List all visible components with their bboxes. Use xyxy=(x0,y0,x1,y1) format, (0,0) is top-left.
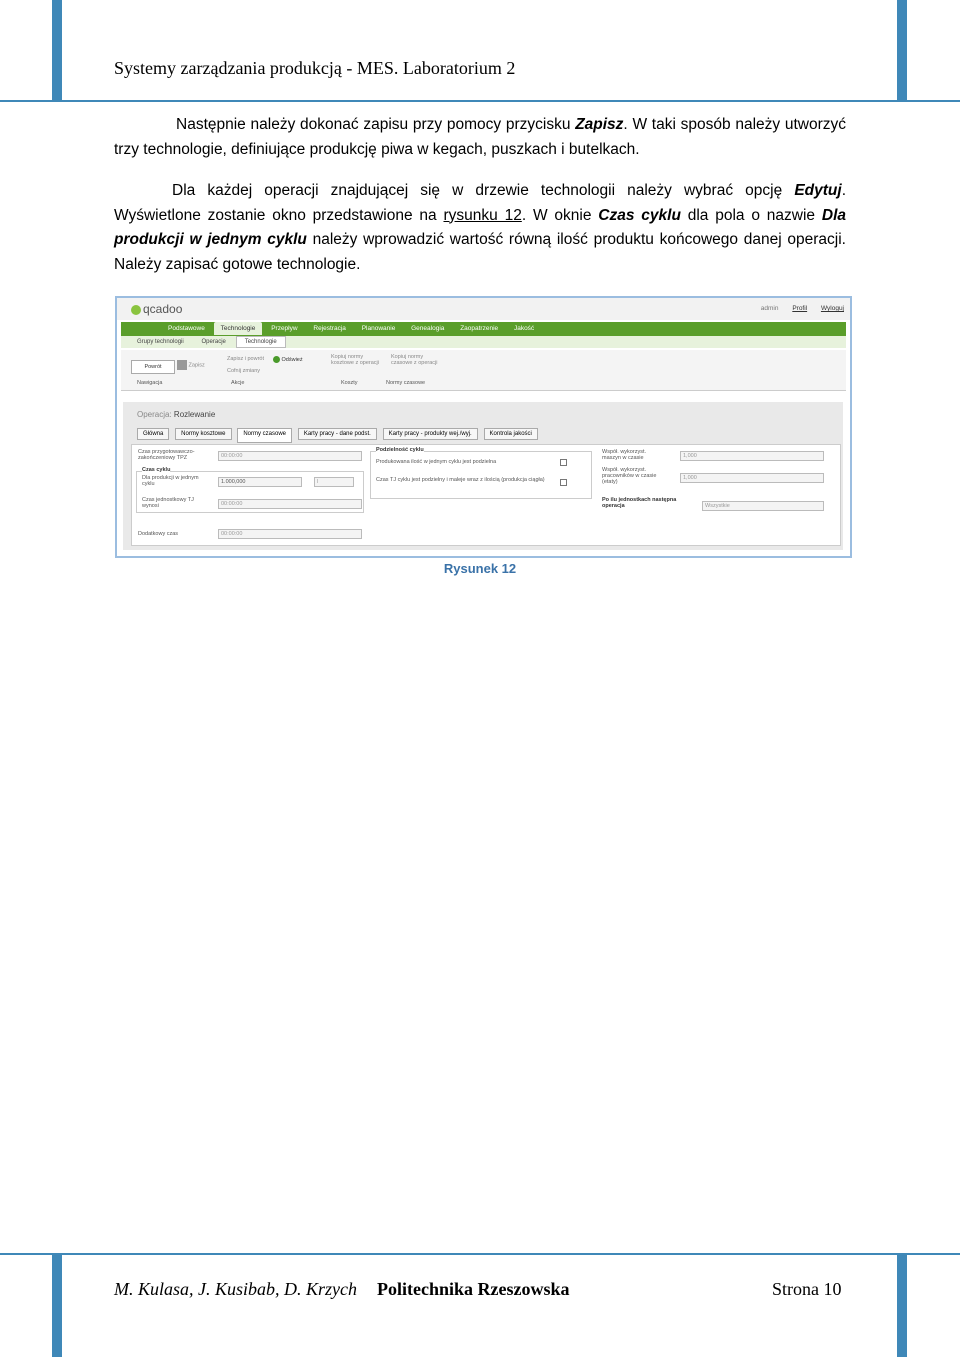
tj-input[interactable]: 00:00:00 xyxy=(218,499,362,509)
nav-jakosc[interactable]: Jakość xyxy=(513,325,535,332)
nav-genealogia[interactable]: Genealogia xyxy=(411,325,445,332)
next-op-label: Po ilu jednostkach następna operacja xyxy=(602,497,677,509)
nav-technologie[interactable]: Technologie xyxy=(214,322,263,335)
group-times-label: Normy czasowe xyxy=(386,380,426,386)
refresh-icon xyxy=(273,356,280,363)
header-rule xyxy=(0,100,960,102)
right-bottom-bar xyxy=(897,1253,907,1357)
tab-normy-czasowe[interactable]: Normy czasowe xyxy=(237,428,292,443)
form-tabs xyxy=(137,428,542,443)
nav-planowanie[interactable]: Planowanie xyxy=(361,325,396,332)
refresh-button[interactable]: Odśwież xyxy=(273,356,303,363)
machine-util-input[interactable]: 1,000 xyxy=(680,451,824,461)
cancel-changes-button[interactable]: Cofnij zmiany xyxy=(227,368,261,374)
left-bottom-bar xyxy=(52,1253,62,1357)
cycle-input[interactable]: 1.000,000 xyxy=(218,477,302,487)
extra-time-input[interactable]: 00:00:00 xyxy=(218,529,362,539)
page-header-title: Systemy zarządzania produkcją - MES. Laboratorium 2 xyxy=(114,58,516,78)
group-nav-label: Nawigacja xyxy=(137,380,163,386)
tpz-input[interactable]: 00:00:00 xyxy=(218,451,362,461)
cycle-group-title: Czas cyklu xyxy=(142,467,171,473)
footer-rule xyxy=(0,1253,960,1255)
paragraph-1: Następnie należy dokonać zapisu przy pomocy przycisku Zapisz. W taki sposób należy utworzyć trzy technologie, definiujące produkcję piwa w kegach, puszkach i butelkach. xyxy=(114,116,846,158)
save-button[interactable]: Zapisz xyxy=(177,360,205,370)
group-costs-label: Koszty xyxy=(341,380,358,386)
footer-university: Politechnika Rzeszowska xyxy=(377,1279,570,1299)
left-top-bar xyxy=(52,0,62,102)
footer-page-number: Strona 10 xyxy=(772,1279,842,1299)
logout-link[interactable]: Wyloguj xyxy=(820,305,844,312)
main-nav xyxy=(121,322,846,336)
worker-util-label: Współ. wykorzyst. pracowników w czasie (etaty) xyxy=(602,467,657,485)
save-back-button[interactable]: Zapisz i powrót xyxy=(227,356,264,362)
divisibility-title: Podzielność cyklu xyxy=(376,447,424,453)
extra-time-label: Dodatkowy czas xyxy=(138,531,179,537)
divisible-time-checkbox[interactable] xyxy=(560,479,567,486)
profile-link[interactable]: Profil xyxy=(792,305,808,312)
time-norms-panel xyxy=(131,444,841,546)
copy-cost-norms-button[interactable]: Kopiuj normy kosztowe z operacji xyxy=(331,354,379,366)
footer-authors: M. Kulasa, J. Kusibab, D. Krzych xyxy=(114,1279,357,1299)
figure-reference-link[interactable]: rysunku 12 xyxy=(443,206,522,224)
machine-util-label: Współ. wykorzyst. maszyn w czasie xyxy=(602,449,647,461)
divisible-qty-checkbox[interactable] xyxy=(560,459,567,466)
subnav-operacje[interactable]: Operacje xyxy=(201,339,226,345)
sub-nav xyxy=(121,336,846,348)
subnav-technologie[interactable]: Technologie xyxy=(236,336,286,348)
nav-podstawowe[interactable]: Podstawowe xyxy=(168,325,205,332)
figure-screenshot xyxy=(115,296,852,558)
tab-karty-produkty[interactable]: Karty pracy - produkty wej./wyj. xyxy=(383,428,478,440)
subnav-grupy[interactable]: Grupy technologii xyxy=(137,339,184,345)
next-op-select[interactable]: Wszystkie xyxy=(702,501,824,511)
tab-karty-podst[interactable]: Karty pracy - dane podst. xyxy=(298,428,377,440)
qcadoo-logo: qcadoo xyxy=(131,302,182,316)
cycle-unit-select[interactable]: l xyxy=(314,477,354,487)
right-top-bar xyxy=(897,0,907,102)
divisible-qty-label: Produkowana ilość w jednym cyklu jest podzielna xyxy=(376,459,497,465)
cycle-label: Dla produkcji w jednym cyklu xyxy=(142,475,199,487)
tab-glowna[interactable]: Główna xyxy=(137,428,169,440)
copy-time-norms-button[interactable]: Kopiuj normy czasowe z operacji xyxy=(391,354,438,366)
nav-zaopatrzenie[interactable]: Zaopatrzenie xyxy=(460,325,499,332)
user-label: admin xyxy=(760,305,779,312)
figure-caption: Rysunek 12 xyxy=(443,561,517,576)
app-topbar xyxy=(117,298,850,320)
tj-label: Czas jednostkowy TJ wynosi xyxy=(142,497,194,509)
nav-przeplyw[interactable]: Przepływ xyxy=(271,325,298,332)
ribbon-toolbar xyxy=(121,350,846,391)
back-button[interactable]: Powrót xyxy=(131,360,175,374)
group-actions-label: Akcje xyxy=(231,380,245,386)
divisible-time-label: Czas TJ cyklu jest podzielny i maleje wraz z ilością (produkcja ciągła) xyxy=(376,477,545,483)
logo-icon xyxy=(131,305,141,315)
tab-kontrola[interactable]: Kontrola jakości xyxy=(484,428,538,440)
paragraph-2: Dla każdej operacji znajdującej się w drzewie technologii należy wybrać opcję Edytuj. Wyświetlone zostanie okno przedstawione na rysunku 12. W oknie Czas cyklu dla pola o nazwie Dla produkcji w jednym cyklu należy wprowadzić wartość równą ilość produktu końcowego danej operacji. Należy zapisać gotowe technologie. xyxy=(114,182,846,273)
tpz-label: Czas przygotowawczo-zakończeniowy TPZ xyxy=(138,449,195,461)
save-icon xyxy=(177,360,187,370)
form-area xyxy=(123,402,843,550)
worker-util-input[interactable]: 1,000 xyxy=(680,473,824,483)
operation-title: Operacja: Rozlewanie xyxy=(137,410,216,419)
nav-rejestracja[interactable]: Rejestracja xyxy=(313,325,346,332)
top-links xyxy=(749,305,844,312)
tab-normy-kosztowe[interactable]: Normy kosztowe xyxy=(175,428,231,440)
